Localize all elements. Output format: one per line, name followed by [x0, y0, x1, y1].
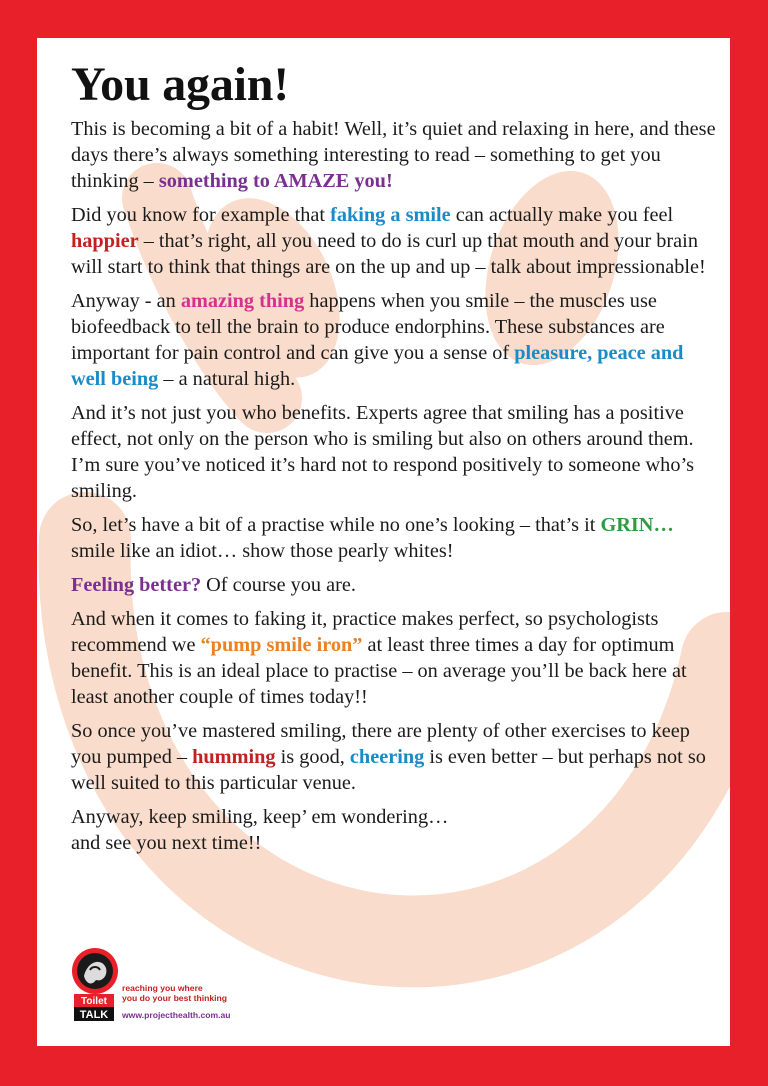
paragraph-1 [71, 116, 719, 194]
text: This is becoming a bit of a habit! Well, it’s quiet and relaxing in here, and these days there’s always something interesting to read – something to get you thinking – [71, 118, 716, 192]
paragraph-2 [71, 202, 719, 280]
paragraph-4 [71, 400, 719, 504]
footer [70, 946, 470, 1026]
text: smile like an idiot… show those pearly whites! [71, 540, 454, 562]
closing-line-2: and see you next time!! [71, 832, 262, 854]
highlight-humming: humming [192, 746, 276, 768]
paragraph-9 [71, 804, 719, 856]
text: happens when you smile – the muscles use biofeedback to tell the brain to produce endorphins. These substances are important for pain control and can give you a sense of [71, 290, 665, 364]
toilet-talk-logo-icon [70, 946, 122, 1026]
highlight-pump-smile-iron: “pump smile iron” [200, 634, 363, 656]
text: can actually make you feel [450, 204, 674, 226]
page-title: You again! [71, 58, 290, 111]
closing-line-1: Anyway, keep smiling, keep’ em wondering… [71, 806, 449, 828]
logo-text-toilet: Toilet [81, 996, 107, 1007]
poster-content [71, 54, 719, 864]
highlight-amaze: something to AMAZE you! [158, 170, 393, 192]
highlight-faking-smile: faking a smile [330, 204, 451, 226]
paragraph-7 [71, 606, 719, 710]
text: And when it comes to faking it, practice makes perfect, so psychologists recommend we [71, 608, 659, 656]
text: Did you know for example that [71, 204, 331, 226]
text: – a natural high. [158, 368, 296, 390]
text: is even better – but perhaps not so well suited to this particular venue. [71, 746, 706, 794]
highlight-grin: GRIN… [600, 514, 674, 536]
text: And it’s not just you who benefits. Experts agree that smiling has a positive effect, not only on the person who is smiling but also on others around them. I’m sure you’ve noticed it’s hard not to respond positively to someone who’s smiling. [71, 402, 694, 502]
text: – that’s right, all you need to do is curl up that mouth and your brain will start to think that things are on the up and up – talk about impressionable! [71, 230, 706, 278]
text: Anyway - an [71, 290, 181, 312]
text: at least three times a day for optimum benefit. This is an ideal place to practise – on average you’ll be back here at least another couple of times today!! [71, 634, 687, 708]
highlight-happier: happier [71, 230, 139, 252]
highlight-cheering: cheering [349, 746, 425, 768]
text: is good, [275, 746, 350, 768]
text: So once you’ve mastered smiling, there are plenty of other exercises to keep you pumped – [71, 720, 690, 768]
paragraph-6 [71, 572, 719, 598]
paragraph-5 [71, 512, 719, 564]
highlight-amazing-thing: amazing thing [180, 290, 305, 312]
paragraph-3 [71, 288, 719, 392]
logo-text-talk: TALK [79, 1009, 109, 1021]
tagline-line-1: reaching you where [122, 983, 203, 993]
text: Of course you are. [201, 574, 356, 596]
website-link[interactable]: www.projecthealth.com.au [122, 1010, 231, 1020]
paragraph-8 [71, 718, 719, 796]
highlight-feeling-better: Feeling better? [71, 574, 202, 596]
tagline-line-2: you do your best thinking [122, 993, 228, 1003]
poster-sheet [37, 38, 730, 1046]
text: So, let’s have a bit of a practise while no one’s looking – that’s it [71, 514, 601, 536]
highlight-pleasure: pleasure, peace and well being [71, 342, 684, 390]
